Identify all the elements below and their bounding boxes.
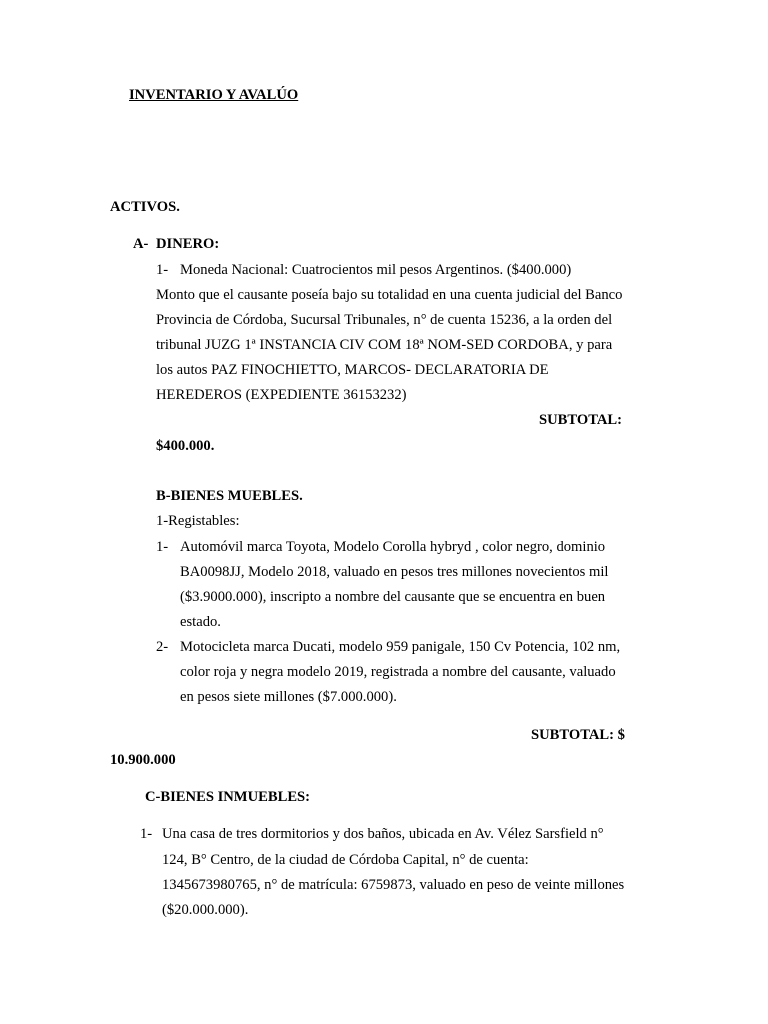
section-heading-inmuebles: C-BIENES INMUEBLES: bbox=[145, 789, 311, 805]
list-item-text: Automóvil marca Toyota, Modelo Corolla hybryd , color negro, dominio bbox=[180, 539, 606, 555]
list-item-text: color roja y negra modelo 2019, registrada a nombre del causante, valuado bbox=[180, 664, 616, 680]
list-item-text: Moneda Nacional: Cuatrocientos mil pesos Argentinos. ($400.000) bbox=[180, 262, 572, 278]
paragraph-line: Provincia de Córdoba, Sucursal Tribunales, n° de cuenta 15236, a la orden del bbox=[156, 312, 613, 328]
list-item-text: estado. bbox=[180, 614, 221, 630]
section-marker-a: A- bbox=[133, 236, 149, 252]
list-item-text: ($3.9000.000), inscripto a nombre del causante que se encuentra en buen bbox=[180, 589, 606, 605]
list-item-number: 1- bbox=[140, 826, 153, 842]
list-item-text: Una casa de tres dormitorios y dos baños, ubicada en Av. Vélez Sarsfield n° bbox=[162, 826, 604, 842]
subtotal-label: SUBTOTAL: $ bbox=[531, 727, 625, 743]
paragraph-line: Monto que el causante poseía bajo su totalidad en una cuenta judicial del Banco bbox=[156, 287, 623, 303]
paragraph-line: tribunal JUZG 1ª INSTANCIA CIV COM 18ª NOM-SED CORDOBA, y para bbox=[156, 337, 613, 353]
list-item-text: en pesos siete millones ($7.000.000). bbox=[180, 689, 397, 705]
section-heading-muebles: B-BIENES MUEBLES. bbox=[156, 488, 303, 504]
list-item-number: 1- bbox=[156, 262, 169, 278]
list-item-text: Motocicleta marca Ducati, modelo 959 panigale, 150 Cv Potencia, 102 nm, bbox=[180, 639, 621, 655]
paragraph-line: los autos PAZ FINOCHIETTO, MARCOS- DECLARATORIA DE bbox=[156, 362, 549, 378]
list-item-text: 1345673980765, n° de matrícula: 6759873, valuado en peso de veinte millones bbox=[162, 877, 625, 893]
list-item-text: 124, B° Centro, de la ciudad de Córdoba Capital, n° de cuenta: bbox=[162, 852, 529, 868]
subtotal-value: $400.000. bbox=[156, 438, 215, 454]
subtotal-value: 10.900.000 bbox=[110, 752, 176, 768]
list-item-number: 2- bbox=[156, 639, 169, 655]
subsection-label: 1-Registables: bbox=[156, 513, 240, 529]
document-title: INVENTARIO Y AVALÚO bbox=[129, 87, 299, 103]
paragraph-line: HEREDEROS (EXPEDIENTE 36153232) bbox=[156, 387, 407, 403]
list-item-text: ($20.000.000). bbox=[162, 902, 249, 918]
list-item-number: 1- bbox=[156, 539, 169, 555]
section-heading-dinero: DINERO: bbox=[156, 236, 220, 252]
list-item-text: BA0098JJ, Modelo 2018, valuado en pesos tres millones novecientos mil bbox=[180, 564, 609, 580]
subtotal-label: SUBTOTAL: bbox=[539, 412, 622, 428]
section-heading-activos: ACTIVOS. bbox=[110, 199, 180, 215]
